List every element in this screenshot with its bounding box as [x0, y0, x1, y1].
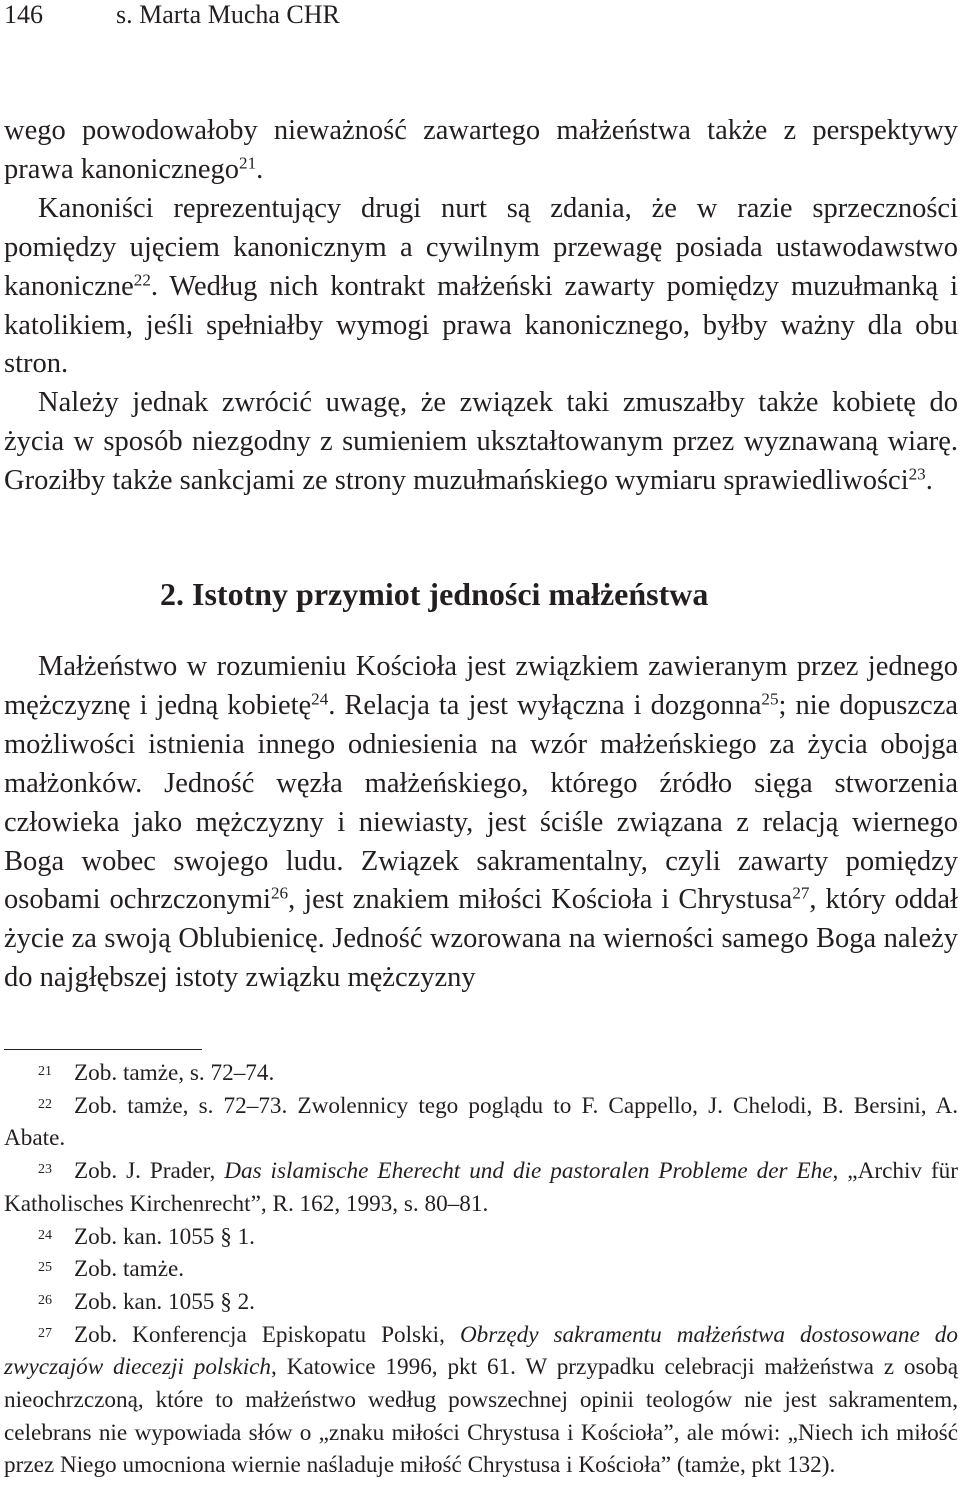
main-text	[4, 112, 958, 501]
page-number: 146	[4, 0, 43, 29]
footnote: 24 Zob. kan. 1055 § 1.	[38, 1223, 255, 1250]
footnote: 21 Zob. tamże, s. 72–74.	[38, 1060, 275, 1086]
footnote: 23 Zob. J. Prader, Das islamische Eherecht und die pastoralen Probleme der Ehe, „Archiv für Katholisches Kirchenrecht”, R. 162, 1993, s. 80–81.	[4, 1158, 958, 1217]
footnote-ref[interactable]: 25	[761, 689, 779, 709]
cited-title: Das islamische Eherecht und die pastoralen Probleme der Ehe	[224, 1158, 833, 1185]
footnote: 27 Zob. Konferencja Episkopatu Polski, Obrzędy sakramentu małżeństwa dostosowane do zwyczajów diecezji polskich, Katowice 1996, pkt 61. W przypadku celebracji małżeństwa z osobą nieochrzczoną, które to małżeństwo według powszechnej opinii teologów nie jest sakramentem, celebrans nie wypowiada słów o „znaku miłości Chrystusa i Kościoła”, ale mówi: „Niech ich miłość przez Niego umocniona wiernie naśladuje miłość Chrystusa i Kościoła” (tamże, pkt 132).	[4, 1321, 958, 1479]
footnote-ref[interactable]: 21	[239, 153, 257, 173]
footnote-ref[interactable]: 24	[311, 689, 329, 709]
footnote-ref[interactable]: 22	[133, 270, 151, 290]
section-text	[4, 648, 958, 998]
footnote: 25 Zob. tamże.	[38, 1256, 185, 1283]
paragraph-continuation: wego powodowałoby nieważność zawartego małżeństwa także z perspektywy prawa kanonicznego$^{21}$.	[4, 115, 958, 185]
paragraph: Kanoniści reprezentujący drugi nurt są zdania, że w razie sprzeczności pomiędzy ujęciem kanonicznym a cywilnym przewagę posiada ustawodawstwo kanoniczne$^{22}$. Według nich kontrakt małżeński zawarty pomiędzy muzułmanką i katolikiem, jeśli spełniałby wymogi prawa kanonicznego, byłby ważny dla obu stron.	[4, 192, 958, 380]
footnote-ref[interactable]: 26	[270, 884, 289, 904]
footnote: 22 Zob. tamże, s. 72–73. Zwolennicy tego poglądu to F. Cappello, J. Chelodi, B. Bersini, A. Abate.	[4, 1092, 958, 1152]
paragraph: Małżeństwo w rozumieniu Kościoła jest związkiem zawieranym przez jednego mężczyznę i jedną kobietę$^{24}$. Relacja ta jest wyłączna i dozgonna$^{25}$; nie dopuszcza możliwości istnienia innego odniesienia na wzór małżeńskiego za życia obojga małżonków. Jedność węzła małżeńskiego, którego źródło sięga stworzenia człowieka jako mężczyzny i niewiasty, jest ściśle związana z relacją wiernego Boga wobec swojego ludu. Związek sakramentalny, czyli zawarty pomiędzy osobami ochrzczonymi$^{26}$, jest znakiem miłości Kościoła i Chrystusa$^{27}$, który oddał życie za swoją Oblubienicę. Jedność wzorowana na wierności samego Boga należy do najgłębszej istoty związku mężczyzny	[4, 651, 958, 994]
footnote: 26 Zob. kan. 1055 § 2.	[38, 1288, 255, 1315]
footnote-ref[interactable]: 23	[908, 464, 926, 484]
cited-title: Obrzędy sakramentu małżeństwa dostosowane do zwyczajów diecezji polskich	[4, 1321, 958, 1381]
footnote-ref[interactable]: 27	[792, 884, 810, 904]
footnotes	[4, 1057, 958, 1482]
running-head: s. Marta Mucha CHR	[116, 0, 340, 29]
footnote-separator	[4, 1049, 202, 1050]
section-heading: 2. Istotny przymiot jedności małżeństwa	[160, 576, 709, 612]
paragraph: Należy jednak zwrócić uwagę, że związek taki zmuszałby także kobietę do życia w sposób niezgodny z sumieniem ukształtowanym przez wyznawaną wiarę. Groziłby także sankcjami ze strony muzułmańskiego wymiaru sprawiedliwości$^{23}$.	[4, 387, 958, 497]
